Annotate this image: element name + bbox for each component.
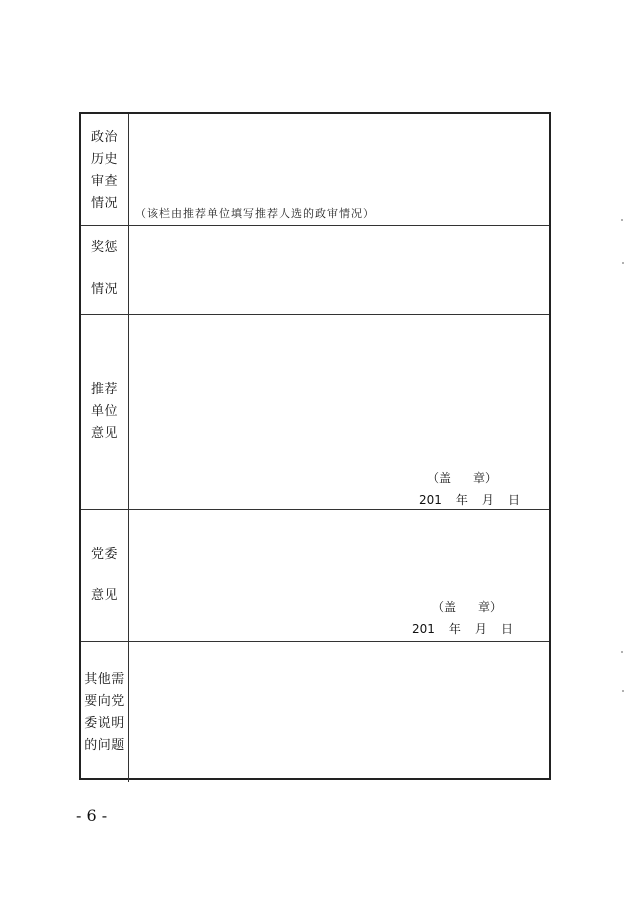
date-text (419, 491, 520, 508)
label-line: 的问题 (84, 738, 125, 753)
scan-speck (622, 262, 624, 264)
date-year-unit: 年 (448, 622, 461, 636)
seal-close: 章） (473, 471, 498, 485)
label-line: 奖惩 (90, 240, 118, 255)
date-text (412, 620, 513, 637)
political-review-content[interactable] (129, 114, 549, 225)
date-day: 日 (500, 622, 513, 636)
review-form-table (79, 112, 551, 780)
date-year-unit: 年 (455, 493, 468, 507)
date-year: 201 (419, 493, 442, 507)
row-rewards-punishments (81, 226, 549, 315)
row-recommending-unit-opinion (81, 315, 549, 510)
scan-speck (621, 651, 623, 653)
party-committee-opinion-content[interactable] (129, 510, 549, 641)
label-political-review (81, 114, 129, 225)
date-year: 201 (412, 622, 435, 636)
seal-open: （盖 (432, 600, 457, 614)
rewards-punishments-content[interactable] (129, 226, 549, 314)
label-line: 其他需 (84, 672, 125, 687)
seal-text (427, 469, 497, 486)
label-other-issues (81, 642, 129, 782)
label-line: 情况 (90, 282, 118, 297)
label-line: 推荐 (90, 382, 118, 397)
label-line: 意见 (90, 426, 118, 441)
row-party-committee-opinion (81, 510, 549, 642)
label-recommending-unit-opinion (81, 315, 129, 509)
label-line: 党委 (90, 547, 118, 562)
seal-text (432, 598, 502, 615)
label-line: 审查 (90, 174, 118, 189)
label-party-committee-opinion (81, 510, 129, 641)
label-line: 历史 (90, 152, 118, 167)
label-line: 政治 (90, 130, 118, 145)
recommending-unit-opinion-content[interactable] (129, 315, 549, 509)
label-rewards-punishments (81, 226, 129, 314)
date-day: 日 (507, 493, 520, 507)
label-line: 单位 (90, 404, 118, 419)
other-issues-content[interactable] (129, 642, 549, 782)
row-political-review (81, 114, 549, 226)
label-line: 要向党 (84, 694, 125, 709)
scan-speck (621, 219, 623, 221)
row-other-issues (81, 642, 549, 782)
seal-open: （盖 (427, 471, 452, 485)
label-line: 委说明 (84, 716, 125, 731)
scan-speck (622, 690, 624, 692)
date-month: 月 (481, 493, 494, 507)
political-review-note: （该栏由推荐单位填写推荐人选的政审情况） (135, 207, 375, 220)
label-line: 意见 (90, 588, 118, 603)
label-line: 情况 (90, 196, 118, 211)
seal-close: 章） (478, 600, 503, 614)
page-number: - 6 - (76, 806, 108, 825)
date-month: 月 (474, 622, 487, 636)
